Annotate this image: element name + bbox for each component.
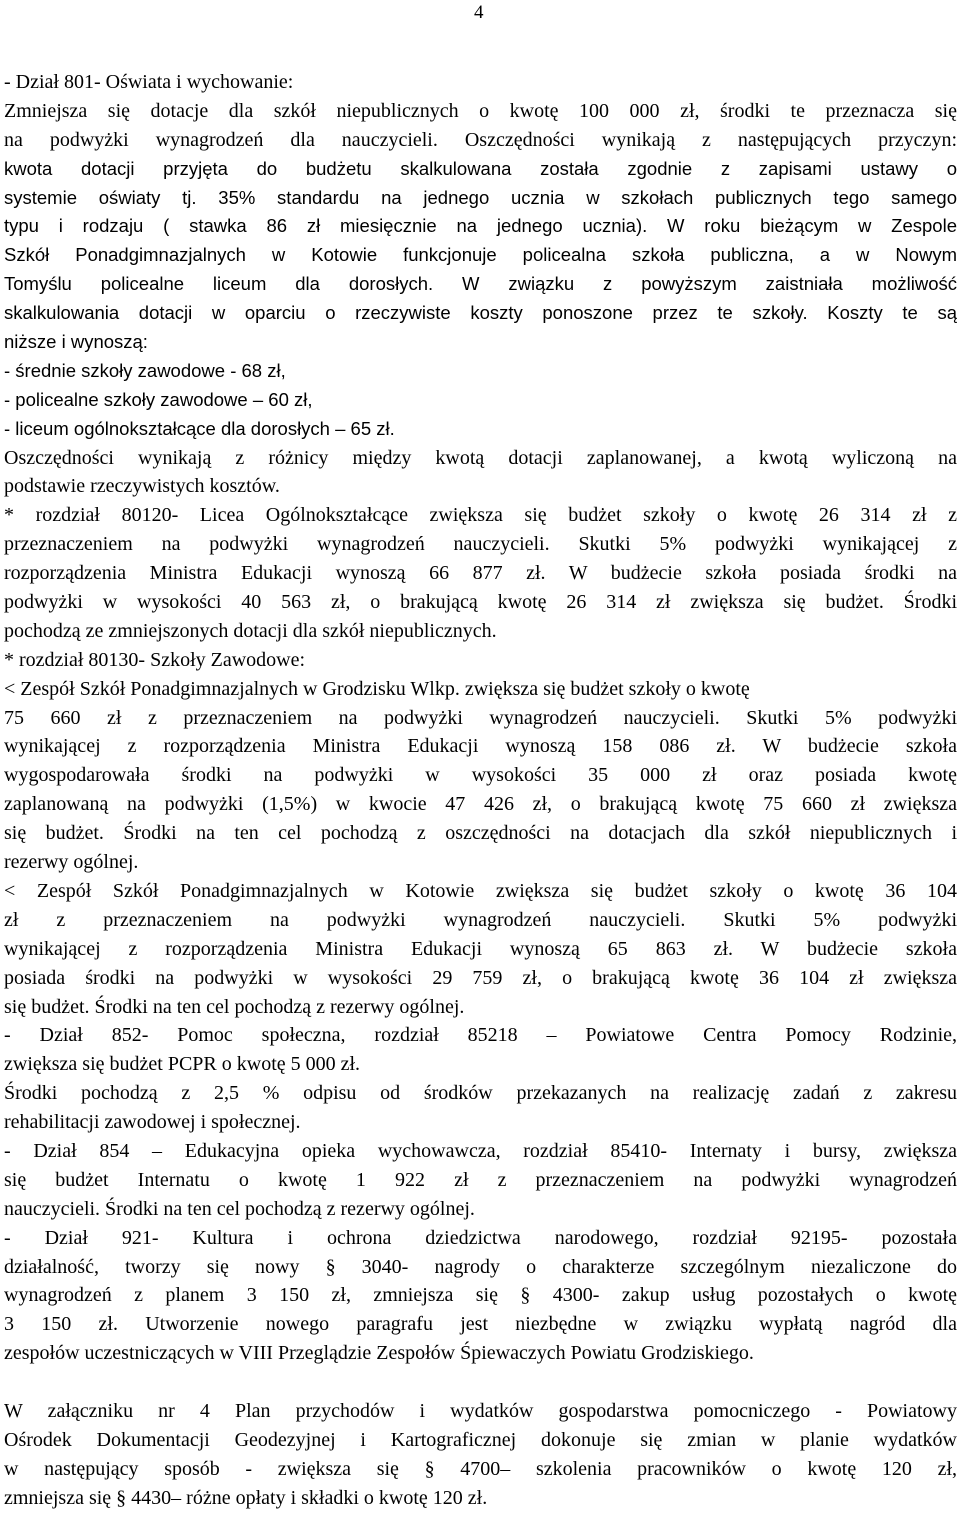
text-line: wynikającej z rozporządzenia Ministra Edukacji wynoszą 158 086 zł. W budżecie szkoła [4,735,957,758]
text-line: - policealne szkoły zawodowe – 60 zł, [4,388,313,410]
text-line: pochodzą ze zmniejszonych dotacji dla szkół niepublicznych. [4,619,497,642]
text-line: w następujący sposób - zwiększa się § 4700– szkolenia pracowników o kwotę 120 zł, [4,1457,957,1480]
text-line: typu i rodzaju ( stawka 86 zł miesięcznie na jednego ucznia). W roku bieżącym w Zespole [4,215,957,237]
text-line: wynagrodzeń z planem 3 150 zł, zmniejsza się § 4300- zakup usług pozostałych o kwotę [4,1284,957,1307]
text-line: wygospodarowała środki na podwyżki w wysokości 35 000 zł oraz posiada kwotę [4,764,957,787]
text-line: na podwyżki wynagrodzeń dla nauczycieli. Oszczędności wynikają z następujących przyczyn: [4,128,957,151]
text-line: zwiększa się budżet PCPR o kwotę 5 000 zł. [4,1053,361,1076]
text-line: < Zespół Szkół Ponadgimnazjalnych w Kotowie zwiększa się budżet szkoły o kwotę 36 104 [4,879,957,902]
text-line: przeznaczeniem na podwyżki wynagrodzeń nauczycieli. Skutki 5% podwyżki wynikającej z [4,533,957,556]
text-line: Oszczędności wynikają z różnicy między kwotą dotacji zaplanowanej, a kwotą wyliczoną na [4,446,957,469]
text-line: - Dział 852- Pomoc społeczna, rozdział 85218 – Powiatowe Centra Pomocy Rodzinie, [4,1024,957,1047]
text-line: < Zespół Szkół Ponadgimnazjalnych w Grodzisku Wlkp. zwiększa się budżet szkoły o kwotę [4,677,750,700]
text-line: zmniejsza się § 4430– różne opłaty i składki o kwotę 120 zł. [4,1486,488,1509]
text-line: 3 150 zł. Utworzenie nowego paragrafu jest niezbędne w związku wypłatą nagród dla [4,1313,957,1336]
text-line: się budżet. Środki na ten cel pochodzą z rezerwy ogólnej. [4,995,465,1018]
text-line: - liceum ogólnokształcące dla dorosłych – 65 zł. [4,417,395,439]
text-line: podstawie rzeczywistych kosztów. [4,475,280,498]
text-line: 75 660 zł z przeznaczeniem na podwyżki wynagrodzeń nauczycieli. Skutki 5% podwyżki [4,706,957,729]
text-line: W załączniku nr 4 Plan przychodów i wydatków gospodarstwa pomocniczego - Powiatowy [4,1399,957,1422]
text-line: Ośrodek Dokumentacji Geodezyjnej i Kartograficznej dokonuje się zmian w planie wydatków [4,1428,957,1451]
text-line: rezerwy ogólnej. [4,851,139,874]
text-line: działalność, tworzy się nowy § 3040- nagrody o charakterze szczególnym niezaliczone do [4,1255,957,1278]
text-line: się budżet Internatu o kwotę 1 922 zł z przeznaczeniem na podwyżki wynagrodzeń [4,1168,957,1191]
text-line: - średnie szkoły zawodowe - 68 zł, [4,359,286,381]
text-line: * rozdział 80130- Szkoły Zawodowe: [4,648,306,671]
text-line: podwyżki w wysokości 40 563 zł, o brakującą kwotę 26 314 zł zwiększa się budżet. Środki [4,591,957,614]
text-line: rozporządzenia Ministra Edukacji wynoszą 66 877 zł. W budżecie szkoła posiada środki na [4,562,957,585]
text-line: systemie oświaty tj. 35% standardu na jednego ucznia w szkołach publicznych tego samego [4,186,957,208]
text-line: posiada środki na podwyżki w wysokości 29 759 zł, o brakującą kwotę 36 104 zł zwiększa [4,966,957,989]
text-line: - Dział 921- Kultura i ochrona dziedzictwa narodowego, rozdział 92195- pozostała [4,1226,957,1249]
text-line: niższe i wynoszą: [4,331,148,353]
text-line: wynikającej z rozporządzenia Ministra Edukacji wynoszą 65 863 zł. W budżecie szkoła [4,937,957,960]
text-line: Zmniejsza się dotacje dla szkół niepublicznych o kwotę 100 000 zł, środki te przeznacza się [4,99,957,122]
paragraph-gap [4,1368,957,1397]
text-line: zaplanowaną na podwyżki (1,5%) w kwocie 47 426 zł, o brakującą kwotę 75 660 zł zwiększa [4,793,957,816]
text-line: - Dział 801- Oświata i wychowanie: [4,71,294,93]
text-line: Tomyślu policealne liceum dla dorosłych. W związku z powyższym zaistniała możliwość [4,273,957,295]
text-line: skalkulowania dotacji w oparciu o rzeczywiste koszty ponoszone przez te szkoły. Koszty te są [4,302,957,324]
text-line: zespołów uczestniczących w VIII Przeglądzie Zespołów Śpiewaczych Powiatu Grodziskiego. [4,1342,754,1365]
text-line: nauczycieli. Środki na ten cel pochodzą z rezerwy ogólnej. [4,1197,475,1220]
text-line: - Dział 854 – Edukacyjna opieka wychowawcza, rozdział 85410- Internaty i bursy, zwiększa [4,1139,957,1162]
document-body [4,68,957,1513]
text-line: Środki pochodzą z 2,5 % odpisu od środków przekazanych na realizację zadań z zakresu [4,1082,957,1105]
text-line: Szkół Ponadgimnazjalnych w Kotowie funkcjonuje policealna szkoła publiczna, a w Nowym [4,244,957,266]
text-line: się budżet. Środki na ten cel pochodzą z oszczędności na dotacjach dla szkół niepublicznych i [4,822,957,845]
text-line: * rozdział 80120- Licea Ogólnokształcące zwiększa się budżet szkoły o kwotę 26 314 zł z [4,504,957,527]
text-line: kwota dotacji przyjęta do budżetu skalkulowana została zgodnie z zapisami ustawy o [4,157,957,179]
text-line: zł z przeznaczeniem na podwyżki wynagrodzeń nauczycieli. Skutki 5% podwyżki [4,908,957,931]
page-number: 4 [474,2,484,23]
text-line: rehabilitacji zawodowej i społecznej. [4,1111,301,1134]
